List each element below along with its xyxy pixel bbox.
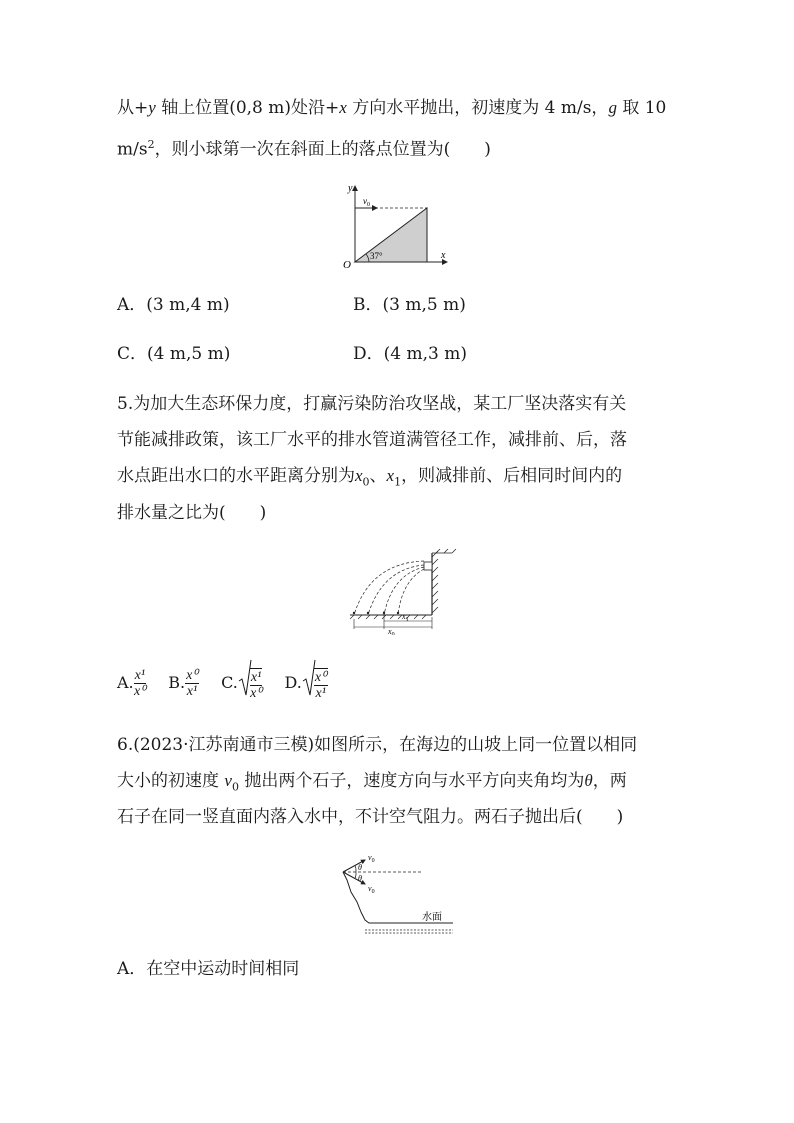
q5-option-a[interactable]: A. $\frac{\text{x¹}}{\text{x⁰}}$ bbox=[117, 668, 146, 699]
q4-option-a[interactable]: A．(3 m,4 m) bbox=[117, 295, 230, 315]
q5-option-d[interactable]: D. $\frac{\text{x⁰}}{\text{x¹}}$ bbox=[284, 673, 327, 692]
q4-axis-y-label: y bbox=[348, 183, 353, 194]
q6-stem-line-2: 大小的初速度 $v_0$ 抛出两个石子，速度方向与水平方向夹角均为θ，两 bbox=[117, 771, 627, 794]
svg-text:x1: $x_1$ bbox=[402, 612, 409, 623]
q5-stem-line-3: 水点距出水口的水平距离分别为$x_0$、$x_1$，则减排前、后相同时间内的 bbox=[117, 466, 623, 489]
q6-theta-upper: θ bbox=[358, 863, 362, 872]
q4-stem-line-1: 从+y 轴上位置(0,8 m)处沿+x 方向水平抛出，初速度为 4 m/s，g 取 10 bbox=[117, 98, 667, 118]
q5-stem-line-4: 排水量之比为( ) bbox=[117, 503, 267, 523]
q5-stem-line-1: 5.为加大生态环保力度，打赢污染防治攻坚战，某工厂坚决落实有关 bbox=[117, 394, 627, 414]
q6-v0-lower-label: v bbox=[368, 884, 372, 893]
q4-angle-label: 37° bbox=[370, 251, 383, 261]
q4-option-b[interactable]: B．(3 m,5 m) bbox=[353, 295, 466, 315]
svg-text:v0: $v_0$ bbox=[363, 196, 370, 208]
q6-stem-line-3: 石子在同一竖直面内落入水中，不计空气阻力。两石子抛出后( ) bbox=[117, 807, 624, 827]
q5-options bbox=[117, 660, 328, 707]
q5-figure-drain-pipe bbox=[340, 545, 460, 635]
q4-option-d[interactable]: D．(4 m,3 m) bbox=[353, 344, 467, 364]
q4-v0-label: v bbox=[363, 196, 367, 206]
q6-theta-lower: θ bbox=[358, 874, 362, 883]
q4-axis-x-label: x bbox=[441, 250, 446, 261]
svg-text:v0: $v_0$ bbox=[368, 853, 375, 864]
q5-option-b[interactable]: B. $\frac{\text{x⁰}}{\text{x¹}}$ bbox=[168, 668, 198, 699]
q4-stem-line-2: $m/s^2$，则小球第一次在斜面上的落点位置为( ) bbox=[117, 138, 491, 160]
q5-option-c[interactable]: C. $\frac{\text{x¹}}{\text{x⁰}}$ bbox=[221, 673, 262, 692]
q5-label-x0: x bbox=[388, 627, 392, 635]
svg-text:v0: $v_0$ bbox=[368, 884, 375, 895]
q4-origin-label: O bbox=[343, 259, 351, 271]
q5-label-x1: x bbox=[402, 612, 406, 621]
q6-figure-cliff bbox=[335, 850, 455, 935]
q5-stem-line-2: 节能减排政策，该工厂水平的排水管道满管径工作，减排前、后，落 bbox=[117, 430, 627, 450]
q4-figure-incline bbox=[335, 180, 455, 272]
svg-text:x0: $x_0$ bbox=[388, 627, 395, 635]
q6-v0-upper-label: v bbox=[368, 853, 372, 862]
q4-option-c[interactable]: C．(4 m,5 m) bbox=[117, 344, 231, 364]
q6-stem-line-1: 6.(2023·江苏南通市三模)如图所示，在海边的山坡上同一位置以相同 bbox=[117, 735, 638, 755]
q6-water-label: 水面 bbox=[422, 912, 442, 923]
q6-option-a[interactable]: A．在空中运动时间相同 bbox=[117, 959, 300, 979]
